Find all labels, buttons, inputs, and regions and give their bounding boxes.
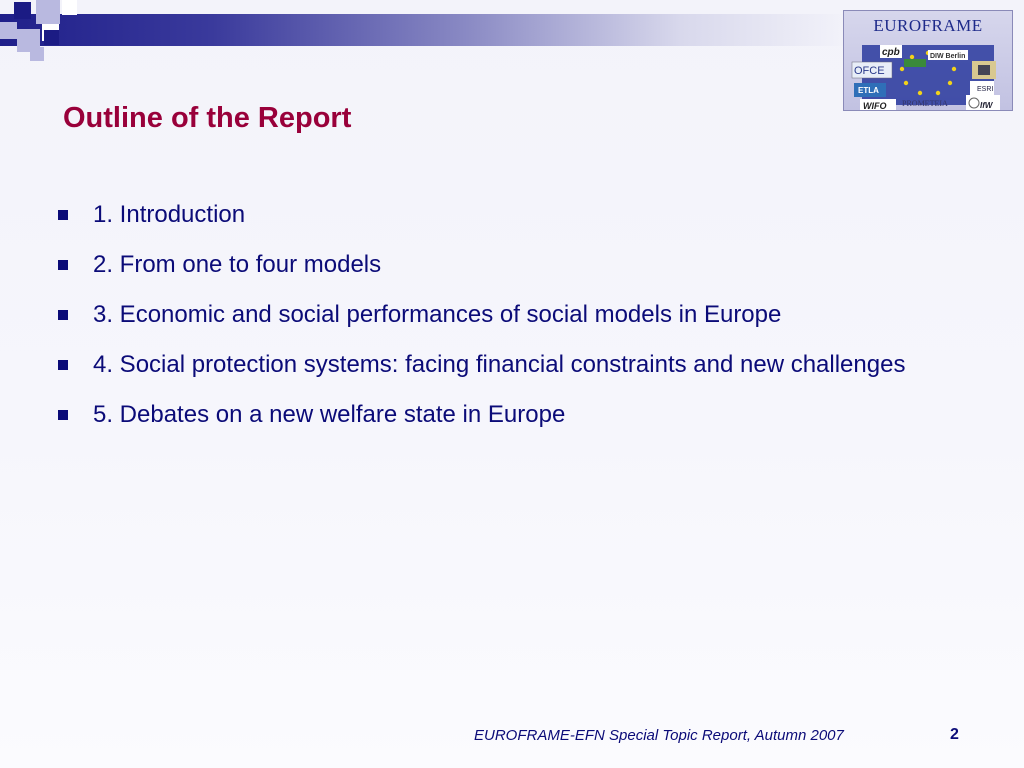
svg-text:ESRI: ESRI <box>977 86 994 93</box>
list-item-text: 3. Economic and social performances of social models in Europe <box>93 301 782 328</box>
list-item <box>58 298 986 332</box>
svg-text:ETLA: ETLA <box>858 86 879 95</box>
svg-text:WIFO: WIFO <box>863 101 887 111</box>
svg-text:IfW: IfW <box>980 101 993 110</box>
list-item <box>58 398 986 432</box>
list-item-text: 2. From one to four models <box>93 251 382 278</box>
square-bullet-icon <box>58 410 68 420</box>
square-bullet-icon <box>58 260 68 270</box>
page-number: 2 <box>950 726 959 743</box>
logo-prometeia-label: PROMETEIA <box>902 99 948 108</box>
list-item-text: 4. Social protection systems: facing financial constraints and new challenges <box>93 351 906 378</box>
square-bullet-icon <box>58 210 68 220</box>
footer-report-label: EUROFRAME-EFN Special Topic Report, Autumn 2007 <box>474 727 844 744</box>
svg-text:cpb: cpb <box>882 47 900 58</box>
list-item-text: 1. Introduction <box>93 201 246 228</box>
list-item <box>58 198 986 232</box>
svg-text:DIW Berlin: DIW Berlin <box>930 53 966 60</box>
svg-text:OFCE: OFCE <box>854 65 885 77</box>
list-item <box>58 248 986 282</box>
list-item <box>58 348 986 382</box>
header-gradient-bar <box>0 14 850 46</box>
square-bullet-icon <box>58 360 68 370</box>
euroframe-logo <box>843 10 1013 111</box>
square-bullet-icon <box>58 310 68 320</box>
list-item-text: 5. Debates on a new welfare state in Europe <box>93 401 566 428</box>
logo-title: EUROFRAME <box>873 16 983 35</box>
outline-list <box>58 198 986 448</box>
slide-title: Outline of the Report <box>63 102 352 134</box>
